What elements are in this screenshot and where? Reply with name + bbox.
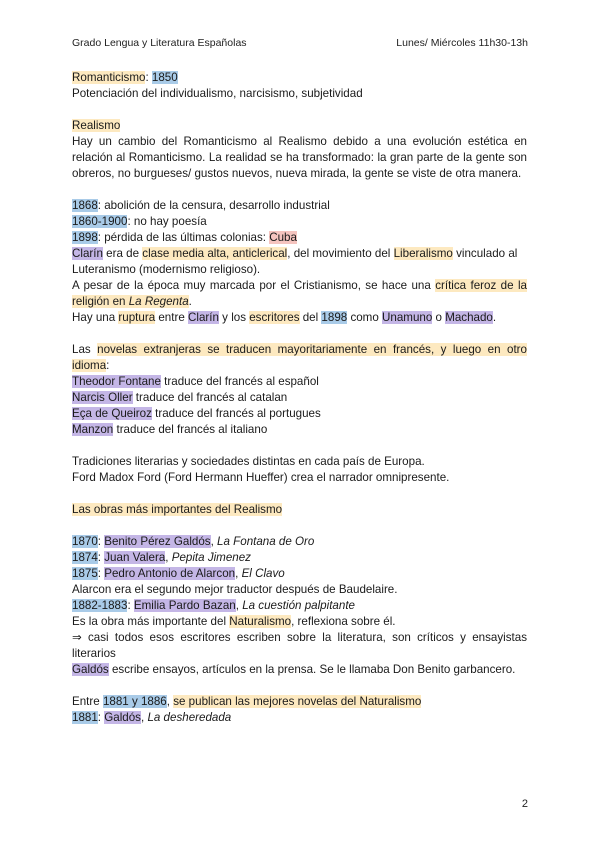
tradiciones-line: Tradiciones literarias y sociedades distintas en cada país de Europa.	[72, 455, 425, 468]
text: escribe ensayos, artículos en la prensa. Se le llamaba Don Benito garbancero.	[108, 663, 516, 676]
galdos: Galdós	[72, 663, 109, 676]
translator-line	[72, 422, 527, 438]
text: ,	[166, 695, 174, 708]
clase-media: clase media alta, anticlerical	[142, 247, 288, 260]
line-1868	[72, 198, 527, 214]
obra-year: 1875	[72, 567, 98, 580]
liberalismo: Liberalismo	[393, 247, 453, 260]
year-1881: 1881	[72, 711, 98, 724]
obra-title: El Clavo	[241, 567, 285, 580]
critica-text: crítica feroz de la religión en	[72, 279, 527, 308]
years-1881-1886: 1881 y 1886	[102, 695, 167, 708]
translator-line	[72, 390, 527, 406]
sep: :	[145, 71, 152, 84]
romanticismo-line	[72, 70, 527, 86]
translator-text: traduce del francés al español	[160, 375, 319, 388]
text: era de	[102, 247, 143, 260]
text: como	[347, 311, 383, 324]
translator-text: traduce del francés al italiano	[113, 423, 268, 436]
text-1868: : abolición de la censura, desarrollo industrial	[97, 199, 330, 212]
translator-line	[72, 374, 527, 390]
la-regenta: La Regenta	[128, 295, 189, 308]
clarin-name-2: Clarín	[188, 311, 219, 324]
translator-name: Narcis Oller	[72, 391, 133, 404]
text: Entre	[72, 695, 103, 708]
romanticismo-year: 1850	[151, 71, 178, 84]
escritores: escritores	[249, 311, 300, 324]
text-1860: : no hay poesía	[127, 215, 207, 228]
sep: :	[127, 599, 134, 612]
page-number: 2	[521, 798, 528, 810]
text: vinculado al Luteranismo (modernismo religioso).	[72, 247, 518, 276]
text: Es la obra más importante del	[72, 615, 230, 628]
translator-name: Eça de Queiroz	[72, 407, 152, 420]
sep: ,	[210, 535, 218, 548]
galdos-line	[72, 662, 527, 678]
cuestion-palpitante: La cuestión palpitante	[242, 599, 355, 612]
text: .	[492, 311, 497, 324]
obra-line	[72, 534, 527, 550]
clarin-line	[72, 246, 527, 278]
translator-line	[72, 406, 527, 422]
obra-line	[72, 566, 527, 582]
alarcon-line: Alarcon era el segundo mejor traductor después de Baudelaire.	[72, 583, 398, 596]
romanticismo-desc: Potenciación del individualismo, narcisismo, subjetividad	[72, 87, 363, 100]
naturalismo: Naturalismo	[229, 615, 292, 628]
machado: Machado	[445, 311, 493, 324]
sep: :	[97, 711, 105, 724]
la-desheredada: La desheredada	[147, 711, 232, 724]
line-1881	[72, 710, 527, 726]
obra-year: 1874	[72, 551, 98, 564]
translator-text: traduce del francés al portugues	[151, 407, 321, 420]
obra-line	[72, 550, 527, 566]
text: Las	[72, 343, 98, 356]
novelas-line	[72, 342, 527, 374]
text: , del movimiento del	[287, 247, 394, 260]
ruptura: ruptura	[118, 311, 156, 324]
obra-author: Juan Valera	[104, 551, 166, 564]
sep: ,	[140, 711, 148, 724]
line-1860	[72, 214, 527, 230]
sep: :	[97, 535, 105, 548]
galdos-2: Galdós	[104, 711, 141, 724]
novelas-extranjeras: novelas extranjeras se traducen mayoritariamente en francés, y luego en otro idioma	[72, 343, 527, 372]
ruptura-line	[72, 310, 527, 326]
text: y los	[218, 311, 250, 324]
year-1882-1883: 1882-1883	[72, 599, 128, 612]
year-1868: 1868	[72, 199, 98, 212]
obras-heading	[72, 502, 527, 518]
text: Hay una	[72, 311, 119, 324]
pardo-line	[72, 598, 527, 614]
obra-author: Pedro Antonio de Alarcon	[104, 567, 236, 580]
clarin-name: Clarín	[72, 247, 103, 260]
text: del	[299, 311, 322, 324]
text: :	[106, 359, 110, 372]
translator-name: Manzon	[72, 423, 114, 436]
year-1860-1900: 1860-1900	[72, 215, 128, 228]
text: A pesar de la época muy marcada por el Cristianismo, se hace una	[72, 279, 436, 292]
translator-text: traduce del francés al catalan	[132, 391, 288, 404]
ford-line: Ford Madox Ford (Ford Hermann Hueffer) crea el narrador omnipresente.	[72, 471, 450, 484]
sep: ,	[165, 551, 172, 564]
year-1898: 1898	[72, 231, 98, 244]
header-schedule: Lunes/ Miércoles 11h30-13h	[396, 37, 528, 49]
document-body	[72, 70, 527, 726]
realismo-heading	[72, 118, 527, 134]
line-1898	[72, 230, 527, 246]
romanticismo-label: Romanticismo	[72, 71, 146, 84]
entre-line	[72, 694, 527, 710]
casi-line: ⇒ casi todos esos escritores escriben sobre la literatura, son críticos y ensayistas literarios	[72, 631, 527, 660]
text: , reflexiona sobre él.	[291, 615, 396, 628]
translator-name: Theodor Fontane	[72, 375, 161, 388]
sep: :	[97, 551, 105, 564]
obra-author: Benito Pérez Galdós	[104, 535, 211, 548]
text-1898: : pérdida de las últimas colonias:	[97, 231, 270, 244]
text: .	[188, 295, 192, 308]
mejores-novelas: se publican las mejores novelas del Naturalismo	[173, 695, 422, 708]
unamuno: Unamuno	[382, 311, 433, 324]
sep: ,	[235, 567, 242, 580]
sep: ,	[235, 599, 243, 612]
critica-line	[72, 278, 527, 310]
obra-title: Pepita Jimenez	[171, 551, 251, 564]
year-1898-b: 1898	[321, 311, 348, 324]
header-course: Grado Lengua y Literatura Españolas	[72, 37, 247, 49]
text: entre	[155, 311, 189, 324]
naturalismo-line	[72, 614, 527, 630]
cuba: Cuba	[269, 231, 297, 244]
pardo-bazan: Emilia Pardo Bazan	[133, 599, 236, 612]
obra-title: La Fontana de Oro	[217, 535, 315, 548]
realismo-label: Realismo	[72, 119, 121, 132]
realismo-intro: Hay un cambio del Romanticismo al Realismo debido a una evolución estética en relación al Romanticismo. La realidad se ha transformado: la gran parte de la gente son obreros, no burgueses/ gustos nuevos, nueva mirada, la gente se viste de otra manera.	[72, 135, 527, 180]
obra-year: 1870	[72, 535, 98, 548]
sep: :	[97, 567, 105, 580]
text: o	[432, 311, 446, 324]
obras-title: Las obras más importantes del Realismo	[72, 503, 283, 516]
